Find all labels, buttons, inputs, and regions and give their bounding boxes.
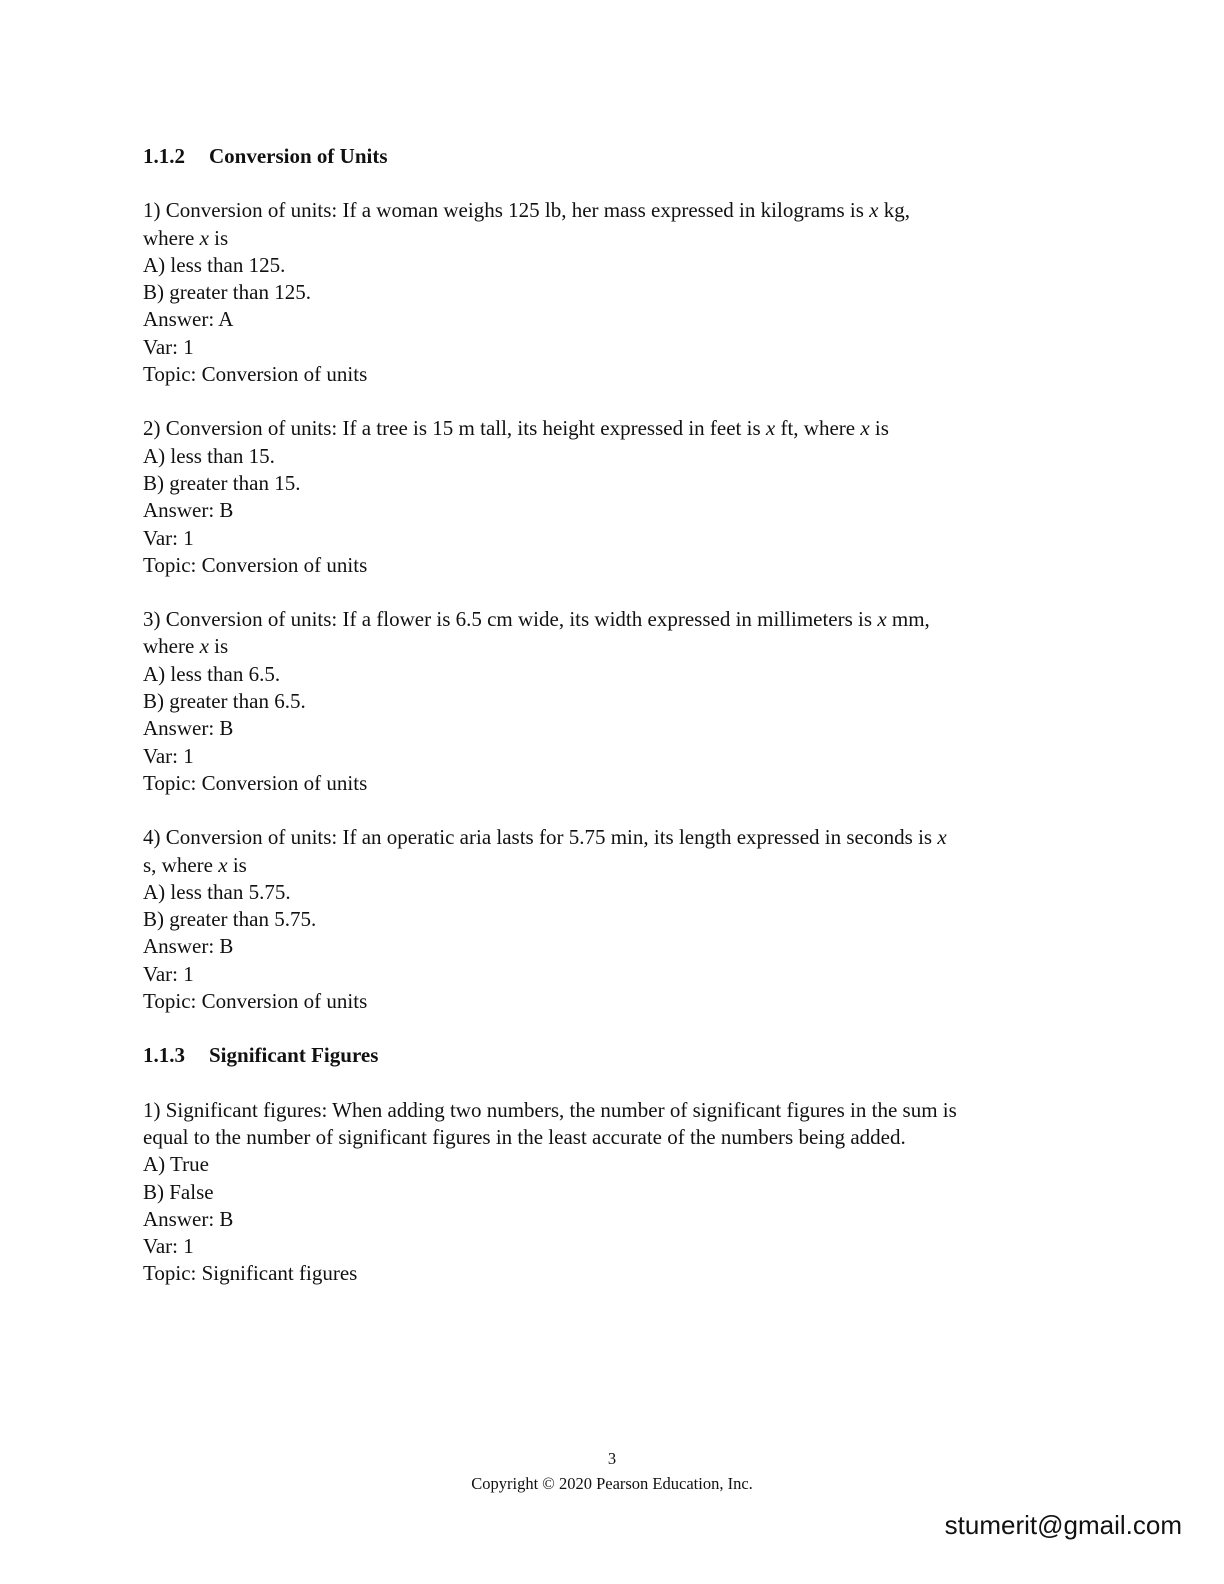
var: Var: 1 [143, 743, 194, 768]
section-heading [143, 143, 1083, 170]
option-a: A) less than 15. [143, 443, 275, 468]
question-stem-continued: s, where x is [143, 852, 247, 877]
page-number: 3 [607, 1449, 617, 1468]
watermark-email: stumerit@gmail.com [944, 1510, 1182, 1540]
question-stem-continued: equal to the number of significant figures in the least accurate of the numbers being added. [143, 1124, 906, 1149]
topic: Topic: Significant figures [143, 1261, 358, 1286]
topic: Topic: Conversion of units [143, 552, 368, 577]
question-stem: 3) Conversion of units: If a flower is 6.5 cm wide, its width expressed in millimeters is x mm, [143, 607, 930, 632]
topic: Topic: Conversion of units [143, 770, 368, 795]
topic: Topic: Conversion of units [143, 989, 368, 1014]
var: Var: 1 [143, 1234, 194, 1259]
question-stem-continued: where x is [143, 225, 229, 250]
answer: Answer: B [143, 498, 234, 523]
topic: Topic: Conversion of units [143, 362, 368, 387]
question-stem: 2) Conversion of units: If a tree is 15 m tall, its height expressed in feet is x ft, where x is [143, 416, 889, 441]
section-title: Significant Figures [209, 1043, 379, 1068]
answer: Answer: B [143, 716, 234, 741]
option-a: A) less than 6.5. [143, 661, 281, 686]
option-b: B) greater than 5.75. [143, 907, 317, 932]
section-number: 1.1.3 [143, 1043, 185, 1068]
question-stem: 4) Conversion of units: If an operatic aria lasts for 5.75 min, its length expressed in seconds is x [143, 825, 947, 850]
question-stem: 1) Significant figures: When adding two numbers, the number of significant figures in the sum is [143, 1097, 957, 1122]
section-heading [143, 1042, 1083, 1069]
option-b: B) greater than 125. [143, 280, 311, 305]
option-b: B) False [143, 1179, 214, 1204]
section-number: 1.1.2 [143, 144, 185, 168]
question-stem: 1) Conversion of units: If a woman weighs 125 lb, her mass expressed in kilograms is x kg, [143, 198, 910, 223]
document-body [143, 143, 1083, 1315]
question [143, 415, 1083, 579]
option-a: A) less than 125. [143, 252, 286, 277]
option-b: B) greater than 15. [143, 470, 301, 495]
question [143, 197, 1083, 388]
option-a: A) True [143, 1152, 209, 1177]
question [143, 1097, 1083, 1288]
answer: Answer: B [143, 934, 234, 959]
option-a: A) less than 5.75. [143, 879, 291, 904]
question-stem-continued: where x is [143, 634, 229, 659]
section-title: Conversion of Units [209, 144, 388, 168]
var: Var: 1 [143, 334, 194, 359]
var: Var: 1 [143, 961, 194, 986]
option-b: B) greater than 6.5. [143, 689, 306, 714]
question [143, 606, 1083, 797]
copyright-notice: Copyright © 2020 Pearson Education, Inc. [471, 1474, 753, 1493]
answer: Answer: B [143, 1206, 234, 1231]
question [143, 824, 1083, 1015]
answer: Answer: A [143, 307, 234, 332]
var: Var: 1 [143, 525, 194, 550]
